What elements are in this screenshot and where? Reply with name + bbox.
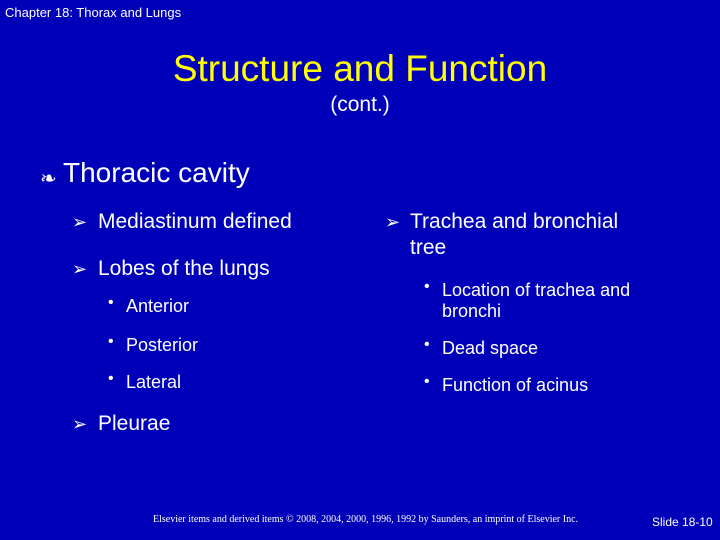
dot-bullet-icon: •: [108, 370, 114, 387]
slide-subtitle: (cont.): [330, 93, 390, 116]
left-subitem-lateral: Lateral: [126, 372, 182, 392]
arrow-bullet-icon: ➢: [72, 259, 88, 279]
arrow-bullet-icon: ➢: [72, 414, 88, 434]
right-item-trachea-line2: tree: [410, 236, 447, 259]
dot-bullet-icon: •: [108, 294, 114, 311]
right-subitem-location-line1: Location of trachea and: [442, 280, 631, 300]
arrow-bullet-icon: ➢: [385, 212, 401, 232]
dot-bullet-icon: •: [108, 333, 114, 350]
dot-bullet-icon: •: [424, 373, 430, 390]
right-subitem-acinus: Function of acinus: [442, 375, 589, 395]
copyright-footer: Elsevier items and derived items © 2008, 2004, 2000, 1996, 1992 by Saunders, an imprint of Elsevier Inc.: [153, 514, 579, 525]
right-subitem-location-line2: bronchi: [442, 301, 502, 321]
dot-bullet-icon: •: [424, 336, 430, 353]
right-item-trachea-line1: Trachea and bronchial: [410, 210, 619, 233]
slide-number: Slide 18-10: [652, 515, 713, 529]
chapter-label: Chapter 18: Thorax and Lungs: [5, 5, 182, 20]
main-bullet-text: Thoracic cavity: [63, 157, 250, 188]
left-subitem-anterior: Anterior: [126, 296, 190, 316]
right-subitem-dead-space: Dead space: [442, 338, 539, 358]
slide-title: Structure and Function: [172, 48, 548, 89]
bullet-icon: ❧: [40, 168, 57, 190]
dot-bullet-icon: •: [424, 278, 430, 295]
left-item-lobes: Lobes of the lungs: [98, 257, 270, 280]
left-item-mediastinum: Mediastinum defined: [98, 210, 292, 233]
left-item-pleurae: Pleurae: [98, 412, 171, 435]
arrow-bullet-icon: ➢: [72, 212, 88, 232]
left-subitem-posterior: Posterior: [126, 335, 199, 355]
